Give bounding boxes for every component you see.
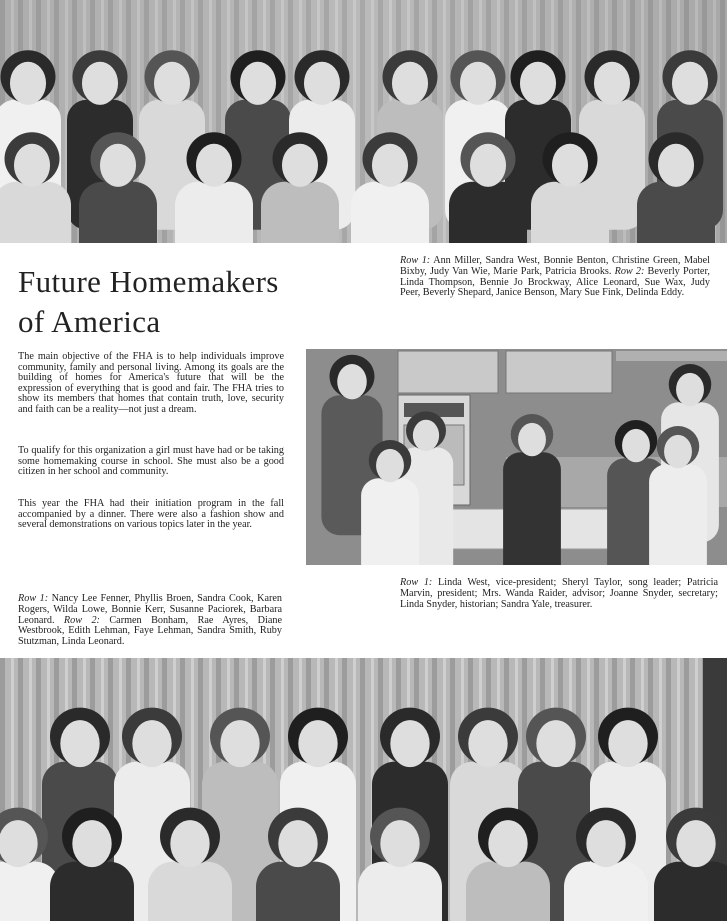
group-photo-bottom-image bbox=[0, 658, 727, 921]
title-line-1: Future Homemakers bbox=[18, 264, 279, 299]
caption-row-label: Row 2: bbox=[63, 614, 100, 626]
group-photo-top bbox=[0, 0, 727, 243]
page-title bbox=[18, 262, 288, 342]
caption-row-label: Row 2: bbox=[614, 265, 645, 277]
caption-row-label: Row 1: bbox=[400, 255, 431, 266]
caption-row-names: Nancy Lee Fenner, Phyllis Broen, Sandra Cook, Karen Rogers, Wilda Lowe, Bonnie Kerr, Susanne Paciorek, Barbara Leonard. bbox=[18, 593, 282, 626]
group-photo-top-image bbox=[0, 0, 727, 243]
caption-row-names: Carmen Bonham, Rae Ayres, Diane Westbrook, Edith Lehman, Faye Lehman, Sandra Smith, Ruby Stutzman, Linda Leonard. bbox=[18, 614, 282, 648]
person-figure bbox=[649, 426, 707, 565]
group-photo-bottom bbox=[0, 658, 727, 921]
person-figure bbox=[503, 414, 561, 565]
body-paragraph-1: The main objective of the FHA is to help individuals improve community, family and personal living. Among its goals are the building of homes for America's future that will be the expression of everything that is good and fair. The FHA tries to show its members that homes that contain truth, love, security and faith can be a reality—not just a dream. bbox=[18, 351, 284, 415]
caption-row-names: Linda West, vice-president; Sheryl Taylor, song leader; Patricia Marvin, president; Mrs. Wanda Raider, advisor; Joanne Snyder, secretary; Linda Snyder, historian; Sandra Yale, treasurer. bbox=[400, 577, 718, 610]
top-photo-caption bbox=[400, 256, 710, 299]
person-figure bbox=[361, 440, 419, 565]
officers-photo-image bbox=[306, 349, 727, 565]
caption-row-names: Ann Miller, Sandra West, Bonnie Benton, Christine Green, Mabel Bixby, Judy Van Wie, Marie Park, Patricia Brooks. bbox=[400, 255, 710, 277]
title-line-2: of America bbox=[18, 304, 161, 339]
caption-row-names: Beverly Porter, Linda Thompson, Bennie Jo Brockway, Alice Leonard, Sue Wax, Judy Peer, Beverly Shepard, Janice Benson, Mary Sue Fink, Delinda Eddy. bbox=[400, 265, 710, 299]
caption-row-label: Row 1: bbox=[400, 577, 433, 588]
body-paragraph-3: This year the FHA had their initiation program in the fall accompanied by a dinner. There were also a fashion show and several demonstrations on various topics later in the year. bbox=[18, 498, 284, 531]
bottom-photo-caption bbox=[18, 594, 282, 648]
officers-photo bbox=[306, 349, 727, 565]
caption-row-label: Row 1: bbox=[18, 593, 49, 604]
body-paragraph-2: To qualify for this organization a girl must have had or be taking some homemaking course in school. She must also be a good citizen in her school and community. bbox=[18, 445, 284, 478]
officers-photo-caption bbox=[400, 578, 718, 610]
